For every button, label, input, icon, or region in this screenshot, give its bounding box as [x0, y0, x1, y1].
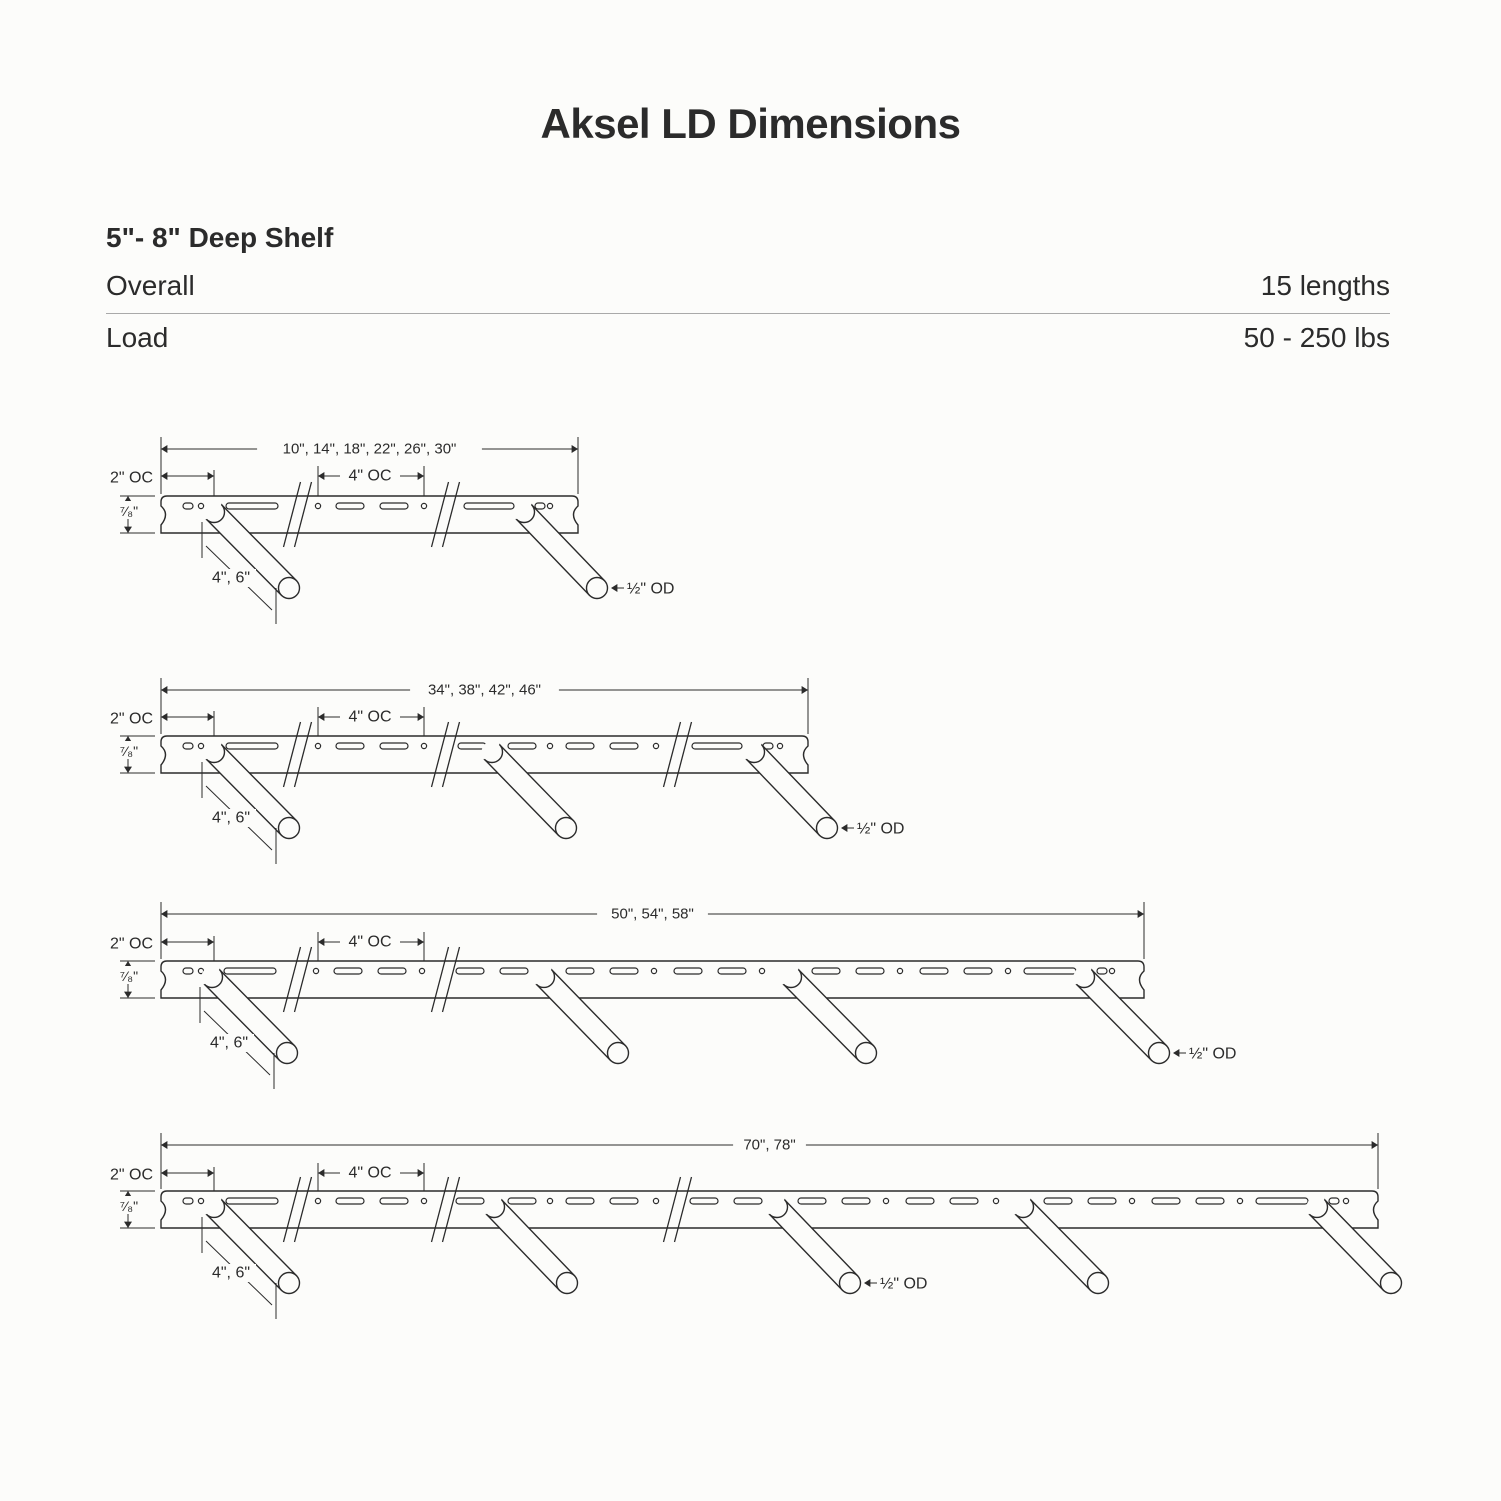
rod-end-cap	[557, 1273, 578, 1294]
arrowhead	[1372, 1141, 1378, 1149]
arrowhead	[161, 1169, 167, 1177]
depth-label: 4", 6"	[209, 1034, 249, 1052]
arrowhead	[124, 527, 132, 533]
rod-diameter-label: ½" OD	[880, 1275, 928, 1293]
thickness-label: ⁷⁄₈"	[119, 503, 139, 519]
arrowhead	[1173, 1049, 1179, 1057]
rod-end-cap	[279, 1273, 300, 1294]
thickness-label: ⁷⁄₈"	[119, 1198, 139, 1214]
rod-diameter-label: ½" OD	[627, 580, 675, 598]
shelf-diagram-2	[110, 678, 905, 864]
arrowhead	[318, 938, 324, 946]
rod-diameter-label: ½" OD	[857, 820, 905, 838]
four-inch-oc-label: 4" OC	[348, 467, 392, 485]
arrowhead	[161, 938, 167, 946]
two-inch-oc-label: 2" OC	[109, 1166, 153, 1184]
overall-label: Overall	[106, 270, 195, 301]
arrowhead	[161, 1141, 167, 1149]
shelf-diagram-1	[110, 437, 675, 624]
four-inch-oc-label: 4" OC	[348, 708, 392, 726]
thickness-label: ⁷⁄₈"	[119, 968, 139, 984]
rod-end-cap	[277, 1043, 298, 1064]
rod-end-cap	[1088, 1273, 1109, 1294]
rod-end-cap	[587, 578, 608, 599]
arrowhead	[124, 992, 132, 998]
rod-end-cap	[279, 818, 300, 839]
rod-end-cap	[856, 1043, 877, 1064]
rod-end-cap	[1381, 1273, 1402, 1294]
arrowhead	[208, 713, 214, 721]
four-inch-oc-label: 4" OC	[348, 1164, 392, 1182]
arrowhead	[418, 472, 424, 480]
overall-value: 15 lengths	[1260, 270, 1390, 301]
shelf-diagram-3	[110, 902, 1237, 1089]
depth-label: 4", 6"	[211, 809, 251, 827]
arrowhead	[418, 713, 424, 721]
overall-length-label: 50", 54", 58"	[611, 905, 694, 923]
arrowhead	[161, 713, 167, 721]
thickness-label: ⁷⁄₈"	[119, 743, 139, 759]
arrowhead	[208, 938, 214, 946]
arrowhead	[208, 1169, 214, 1177]
overall-length-label: 10", 14", 18", 22", 26", 30"	[282, 440, 457, 458]
arrowhead	[161, 472, 167, 480]
arrowhead	[318, 713, 324, 721]
load-value: 50 - 250 lbs	[1243, 322, 1390, 353]
two-inch-oc-label: 2" OC	[109, 710, 153, 728]
two-inch-oc-label: 2" OC	[109, 469, 153, 487]
arrowhead	[572, 445, 578, 453]
arrowhead	[864, 1279, 870, 1287]
arrowhead	[1138, 910, 1144, 918]
rod-end-cap	[608, 1043, 629, 1064]
depth-label: 4", 6"	[211, 1264, 251, 1282]
shelf-depth-heading: 5"- 8" Deep Shelf	[106, 222, 334, 253]
arrowhead	[161, 686, 167, 694]
arrowhead	[161, 910, 167, 918]
four-inch-oc-label: 4" OC	[348, 933, 392, 951]
rod-end-cap	[556, 818, 577, 839]
overall-length-label: 34", 38", 42", 46"	[427, 681, 542, 699]
arrowhead	[611, 584, 617, 592]
rod-end-cap	[1149, 1043, 1170, 1064]
shelf-diagram-4	[110, 1133, 1402, 1319]
arrowhead	[208, 472, 214, 480]
depth-label: 4", 6"	[211, 569, 251, 587]
load-label: Load	[106, 322, 169, 353]
rod-end-cap	[840, 1273, 861, 1294]
arrowhead	[418, 938, 424, 946]
overall-length-label: 70", 78"	[743, 1136, 796, 1154]
page-title: Aksel LD Dimensions	[540, 100, 961, 147]
rod-end-cap	[817, 818, 838, 839]
two-inch-oc-label: 2" OC	[109, 935, 153, 953]
arrowhead	[318, 1169, 324, 1177]
arrowhead	[418, 1169, 424, 1177]
rod-end-cap	[279, 578, 300, 599]
arrowhead	[841, 824, 847, 832]
arrowhead	[124, 1222, 132, 1228]
arrowhead	[802, 686, 808, 694]
rod-diameter-label: ½" OD	[1189, 1045, 1237, 1063]
arrowhead	[318, 472, 324, 480]
shelf-bar	[161, 961, 1144, 998]
arrowhead	[124, 767, 132, 773]
arrowhead	[161, 445, 167, 453]
